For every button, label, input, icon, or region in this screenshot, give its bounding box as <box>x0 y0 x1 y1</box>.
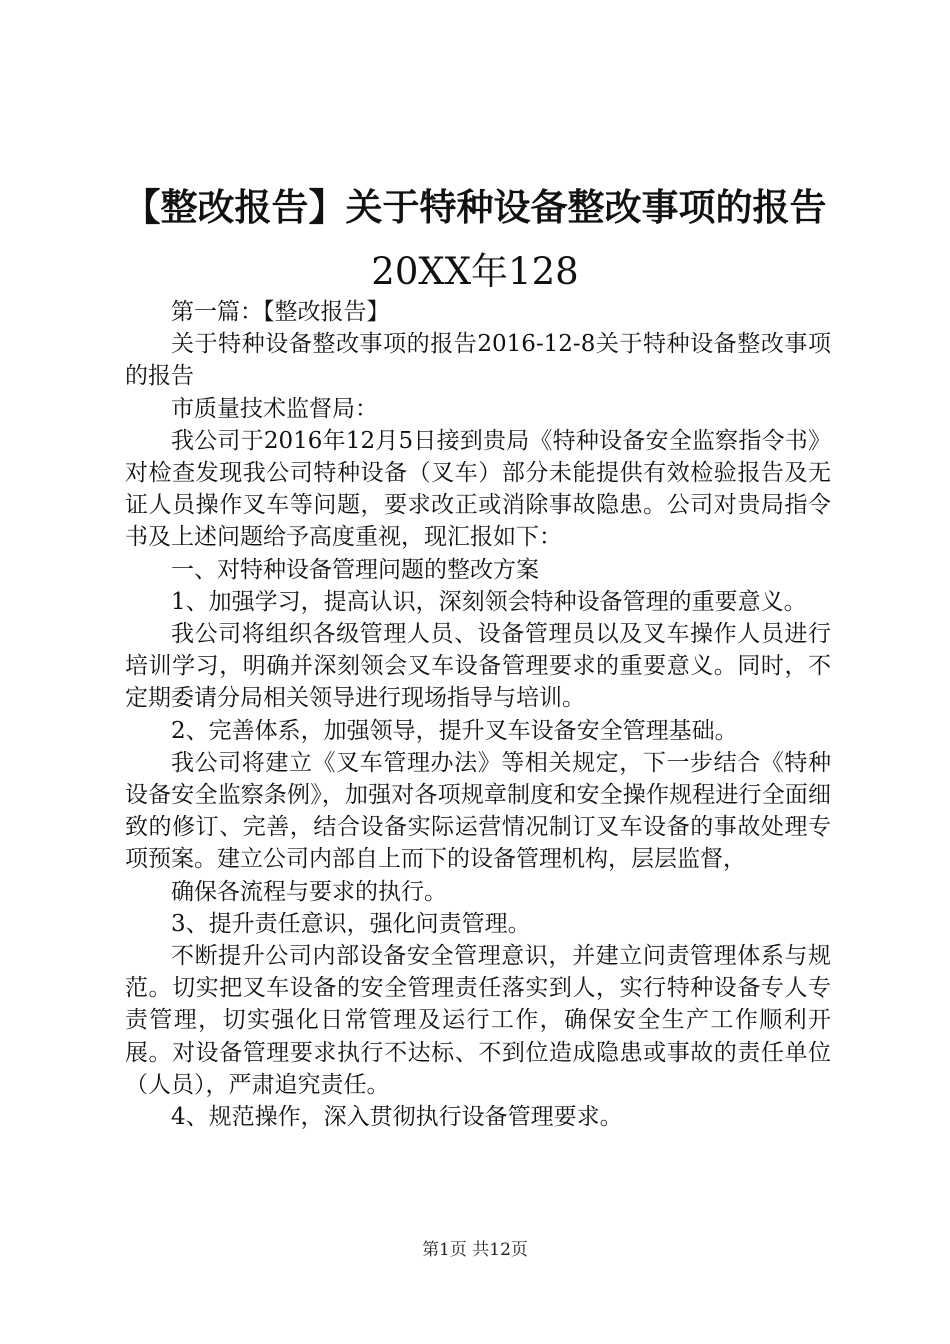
paragraph: 4、规范操作，深入贯彻执行设备管理要求。 <box>171 1104 623 1131</box>
paragraph: 1、加强学习，提高认识，深刻领会特种设备管理的重要意义。 <box>171 588 807 615</box>
page-footer: 第1页 共12页 <box>422 1240 528 1260</box>
document-title-line-1: 【整改报告】关于特种设备整改事项的报告 <box>123 186 827 229</box>
paragraph: 确保各流程与要求的执行。 <box>171 878 447 905</box>
document-body <box>125 296 831 1133</box>
paragraph: 2、完善体系，加强领导，提升叉车设备安全管理基础。 <box>171 717 738 744</box>
paragraph: 我公司将组织各级管理人员、设备管理员以及叉车操作人员进行培训学习，明确并深刻领会叉车设备管理要求的重要意义。同时，不定期委请分局相关领导进行现场指导与培训。 <box>125 621 831 712</box>
document-title-line-2: 20XX年128 <box>371 250 579 293</box>
paragraph: 关于特种设备整改事项的报告2016-12-8关于特种设备整改事项的报告 <box>125 331 831 390</box>
paragraph: 3、提升责任意识，强化问责管理。 <box>171 910 531 937</box>
paragraph: 我公司将建立《叉车管理办法》等相关规定，下一步结合《特种设备安全监察条例》，加强对各项规章制度和安全操作规程进行全面细致的修订、完善，结合设备实际运营情况制订叉车设备的事故处理专项预案。建立公司内部自上而下的设备管理机构，层层监督， <box>125 749 831 873</box>
paragraph: 第一篇：【整改报告】 <box>171 299 390 325</box>
paragraph: 不断提升公司内部设备安全管理意识，并建立问责管理体系与规范。切实把叉车设备的安全管理责任落实到人，实行特种设备专人专责管理，切实强化日常管理及运行工作，确保安全生产工作顺利开展。对设备管理要求执行不达标、不到位造成隐患或事故的责任单位（人员），严肃追究责任。 <box>125 943 831 1098</box>
paragraph: 一、对特种设备管理问题的整改方案 <box>171 556 539 583</box>
paragraph: 我公司于2016年12月5日接到贵局《特种设备安全监察指令书》对检查发现我公司特种设备（叉车）部分未能提供有效检验报告及无证人员操作叉车等问题，要求改正或消除事故隐患。公司对贵局指令书及上述问题给予高度重视，现汇报如下： <box>125 427 831 551</box>
paragraph: 市质量技术监督局： <box>171 395 378 422</box>
